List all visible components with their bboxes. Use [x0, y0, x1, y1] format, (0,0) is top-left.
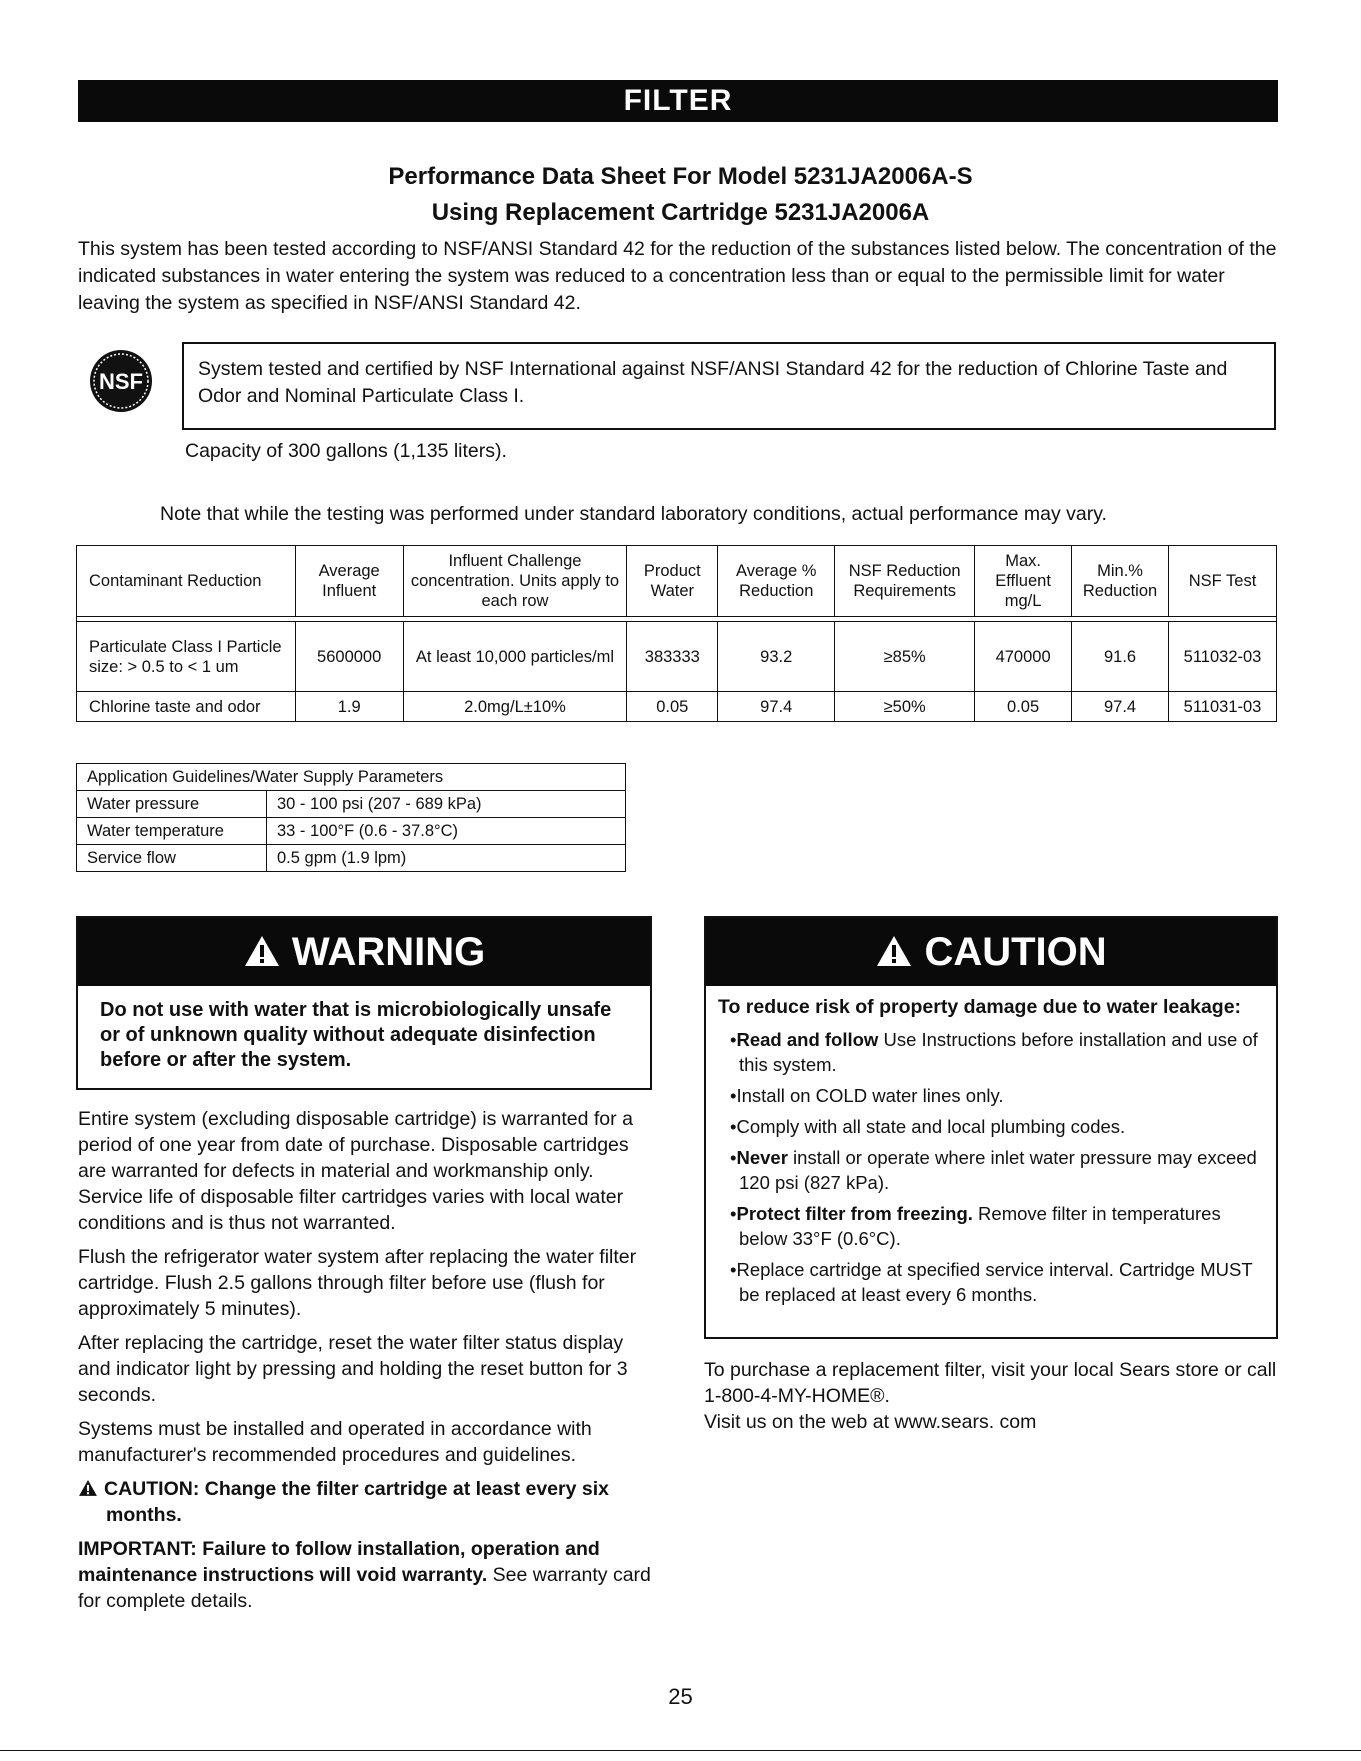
table-cell: 30 - 100 psi (207 - 689 kPa) [267, 791, 626, 818]
caution-item: •Read and follow Use Instructions before installation and use of this system. [730, 1029, 1258, 1075]
caution-item: •Install on COLD water lines only. [730, 1085, 1004, 1106]
table-cell: 0.05 [627, 692, 718, 722]
purchase-text: To purchase a replacement filter, visit your local Sears store or call 1-800-4-MY-HOME®. [704, 1359, 1277, 1407]
table-cell: 0.5 gpm (1.9 lpm) [267, 845, 626, 872]
caution-triangle-icon [875, 934, 913, 968]
nsf-logo-text: NSF [99, 369, 143, 394]
table-cell: 383333 [627, 622, 718, 692]
header-cell: Influent Challenge concentration. Units apply to each row [403, 546, 627, 617]
lab-conditions-note: Note that while the testing was performed under standard laboratory conditions, actual performance may vary. [160, 503, 1107, 525]
table-cell: 33 - 100°F (0.6 - 37.8°C) [267, 818, 626, 845]
installation-paragraph: Systems must be installed and operated in accordance with manufacturer's recommended procedures and guidelines. [78, 1418, 592, 1466]
footer-rule [0, 1750, 1361, 1751]
table-row [77, 818, 626, 845]
table-cell: ≥85% [835, 622, 975, 692]
table-cell: 97.4 [1072, 692, 1169, 722]
header-cell: Contaminant Reduction [77, 546, 296, 617]
section-banner: FILTER [78, 80, 1278, 122]
table-cell: Particulate Class I Particle size: > 0.5 to < 1 um [77, 622, 296, 692]
reset-paragraph: After replacing the cartridge, reset the water filter status display and indicator light by pressing and holding the reset button for 3 seconds. [78, 1332, 628, 1406]
nsf-certification-box: System tested and certified by NSF International against NSF/ANSI Standard 42 for the reduction of Chlorine Taste and Odor and Nominal Particulate Class I. [182, 342, 1276, 430]
caution-title: CAUTION [924, 930, 1107, 974]
warning-box [76, 916, 652, 1090]
table-cell: 511032-03 [1169, 622, 1277, 692]
caution-box [704, 916, 1278, 1339]
performance-table [76, 545, 1277, 722]
caution-lead: To reduce risk of property damage due to water leakage: [718, 996, 1242, 1018]
table-cell: 511031-03 [1169, 692, 1277, 722]
table-cell: 2.0mg/L±10% [403, 692, 627, 722]
table-cell: ≥50% [835, 692, 975, 722]
caution-header [706, 918, 1276, 986]
caution-item: •Never install or operate where inlet water pressure may exceed 120 psi (827 kPa). [730, 1147, 1257, 1193]
header-cell: NSF Test [1169, 546, 1277, 617]
caution-change-cartridge: CAUTION: Change the filter cartridge at least every six months. [78, 1476, 653, 1528]
header-cell: Average % Reduction [718, 546, 835, 617]
important-paragraph: IMPORTANT: Failure to follow installation, operation and maintenance instructions will void warranty. See warranty card for complete details. [78, 1538, 651, 1612]
caution-item: •Replace cartridge at specified service interval. Cartridge MUST be replaced at least every 6 months. [730, 1259, 1253, 1305]
warning-triangle-icon [243, 934, 281, 968]
warranty-paragraph: Entire system (excluding disposable cartridge) is warranted for a period of one year from date of purchase. Disposable cartridges are warranted for defects in material and workmanship only. Service life of disposable filter cartridges varies with local water conditions and is thus not warranted. [78, 1108, 633, 1234]
table-cell: 5600000 [295, 622, 403, 692]
application-guidelines-table [76, 763, 626, 872]
table-cell: At least 10,000 particles/ml [403, 622, 627, 692]
header-cell: Max. Effluent mg/L [975, 546, 1072, 617]
caution-item: •Comply with all state and local plumbing codes. [730, 1116, 1126, 1137]
header-cell: Product Water [627, 546, 718, 617]
intro-paragraph: This system has been tested according to NSF/ANSI Standard 42 for the reduction of the substances listed below. The concentration of the indicated substances in water entering the system was reduced to a concentration less than or equal to the permissible limit for water leaving the system as specified in NSF/ANSI Standard 42. [78, 238, 1277, 314]
caution-item: •Protect filter from freezing. Remove filter in temperatures below 33°F (0.6°C). [730, 1203, 1221, 1249]
table-cell: Chlorine taste and odor [77, 692, 296, 722]
table-cell: 470000 [975, 622, 1072, 692]
table-row [77, 622, 1277, 692]
nsf-logo-icon [88, 348, 154, 414]
table-header-row [77, 546, 1277, 617]
title-line-2: Using Replacement Cartridge 5231JA2006A [431, 199, 930, 226]
table-cell: 93.2 [718, 622, 835, 692]
header-cell: NSF Reduction Requirements [835, 546, 975, 617]
warranty-text [78, 1106, 653, 1622]
title-line-1: Performance Data Sheet For Model 5231JA2006A-S [388, 163, 973, 190]
warning-title: WARNING [291, 930, 486, 974]
warning-header [78, 918, 650, 986]
caution-small-icon [78, 1479, 98, 1497]
table-cell: Service flow [77, 845, 267, 872]
table-row [77, 692, 1277, 722]
table-cell: Water pressure [77, 791, 267, 818]
warning-text: Do not use with water that is microbiologically unsafe or of unknown quality without adequate disinfection before or after the system. [100, 999, 612, 1071]
table-cell: 91.6 [1072, 622, 1169, 692]
table-cell: 0.05 [975, 692, 1072, 722]
table-cell: 1.9 [295, 692, 403, 722]
header-cell: Average Influent [295, 546, 403, 617]
flush-paragraph: Flush the refrigerator water system after replacing the water filter cartridge. Flush 2.5 gallons through filter before use (flush for approximately 5 minutes). [78, 1246, 637, 1320]
table-row [77, 845, 626, 872]
purchase-info [704, 1357, 1279, 1435]
page-number: 25 [668, 1684, 693, 1709]
capacity-note: Capacity of 300 gallons (1,135 liters). [185, 440, 507, 462]
header-cell: Min.% Reduction [1072, 546, 1169, 617]
table-row [77, 791, 626, 818]
table-cell: 97.4 [718, 692, 835, 722]
table-cell: Water temperature [77, 818, 267, 845]
app-table-title: Application Guidelines/Water Supply Parameters [77, 764, 626, 791]
web-text: Visit us on the web at www.sears. com [704, 1411, 1037, 1433]
